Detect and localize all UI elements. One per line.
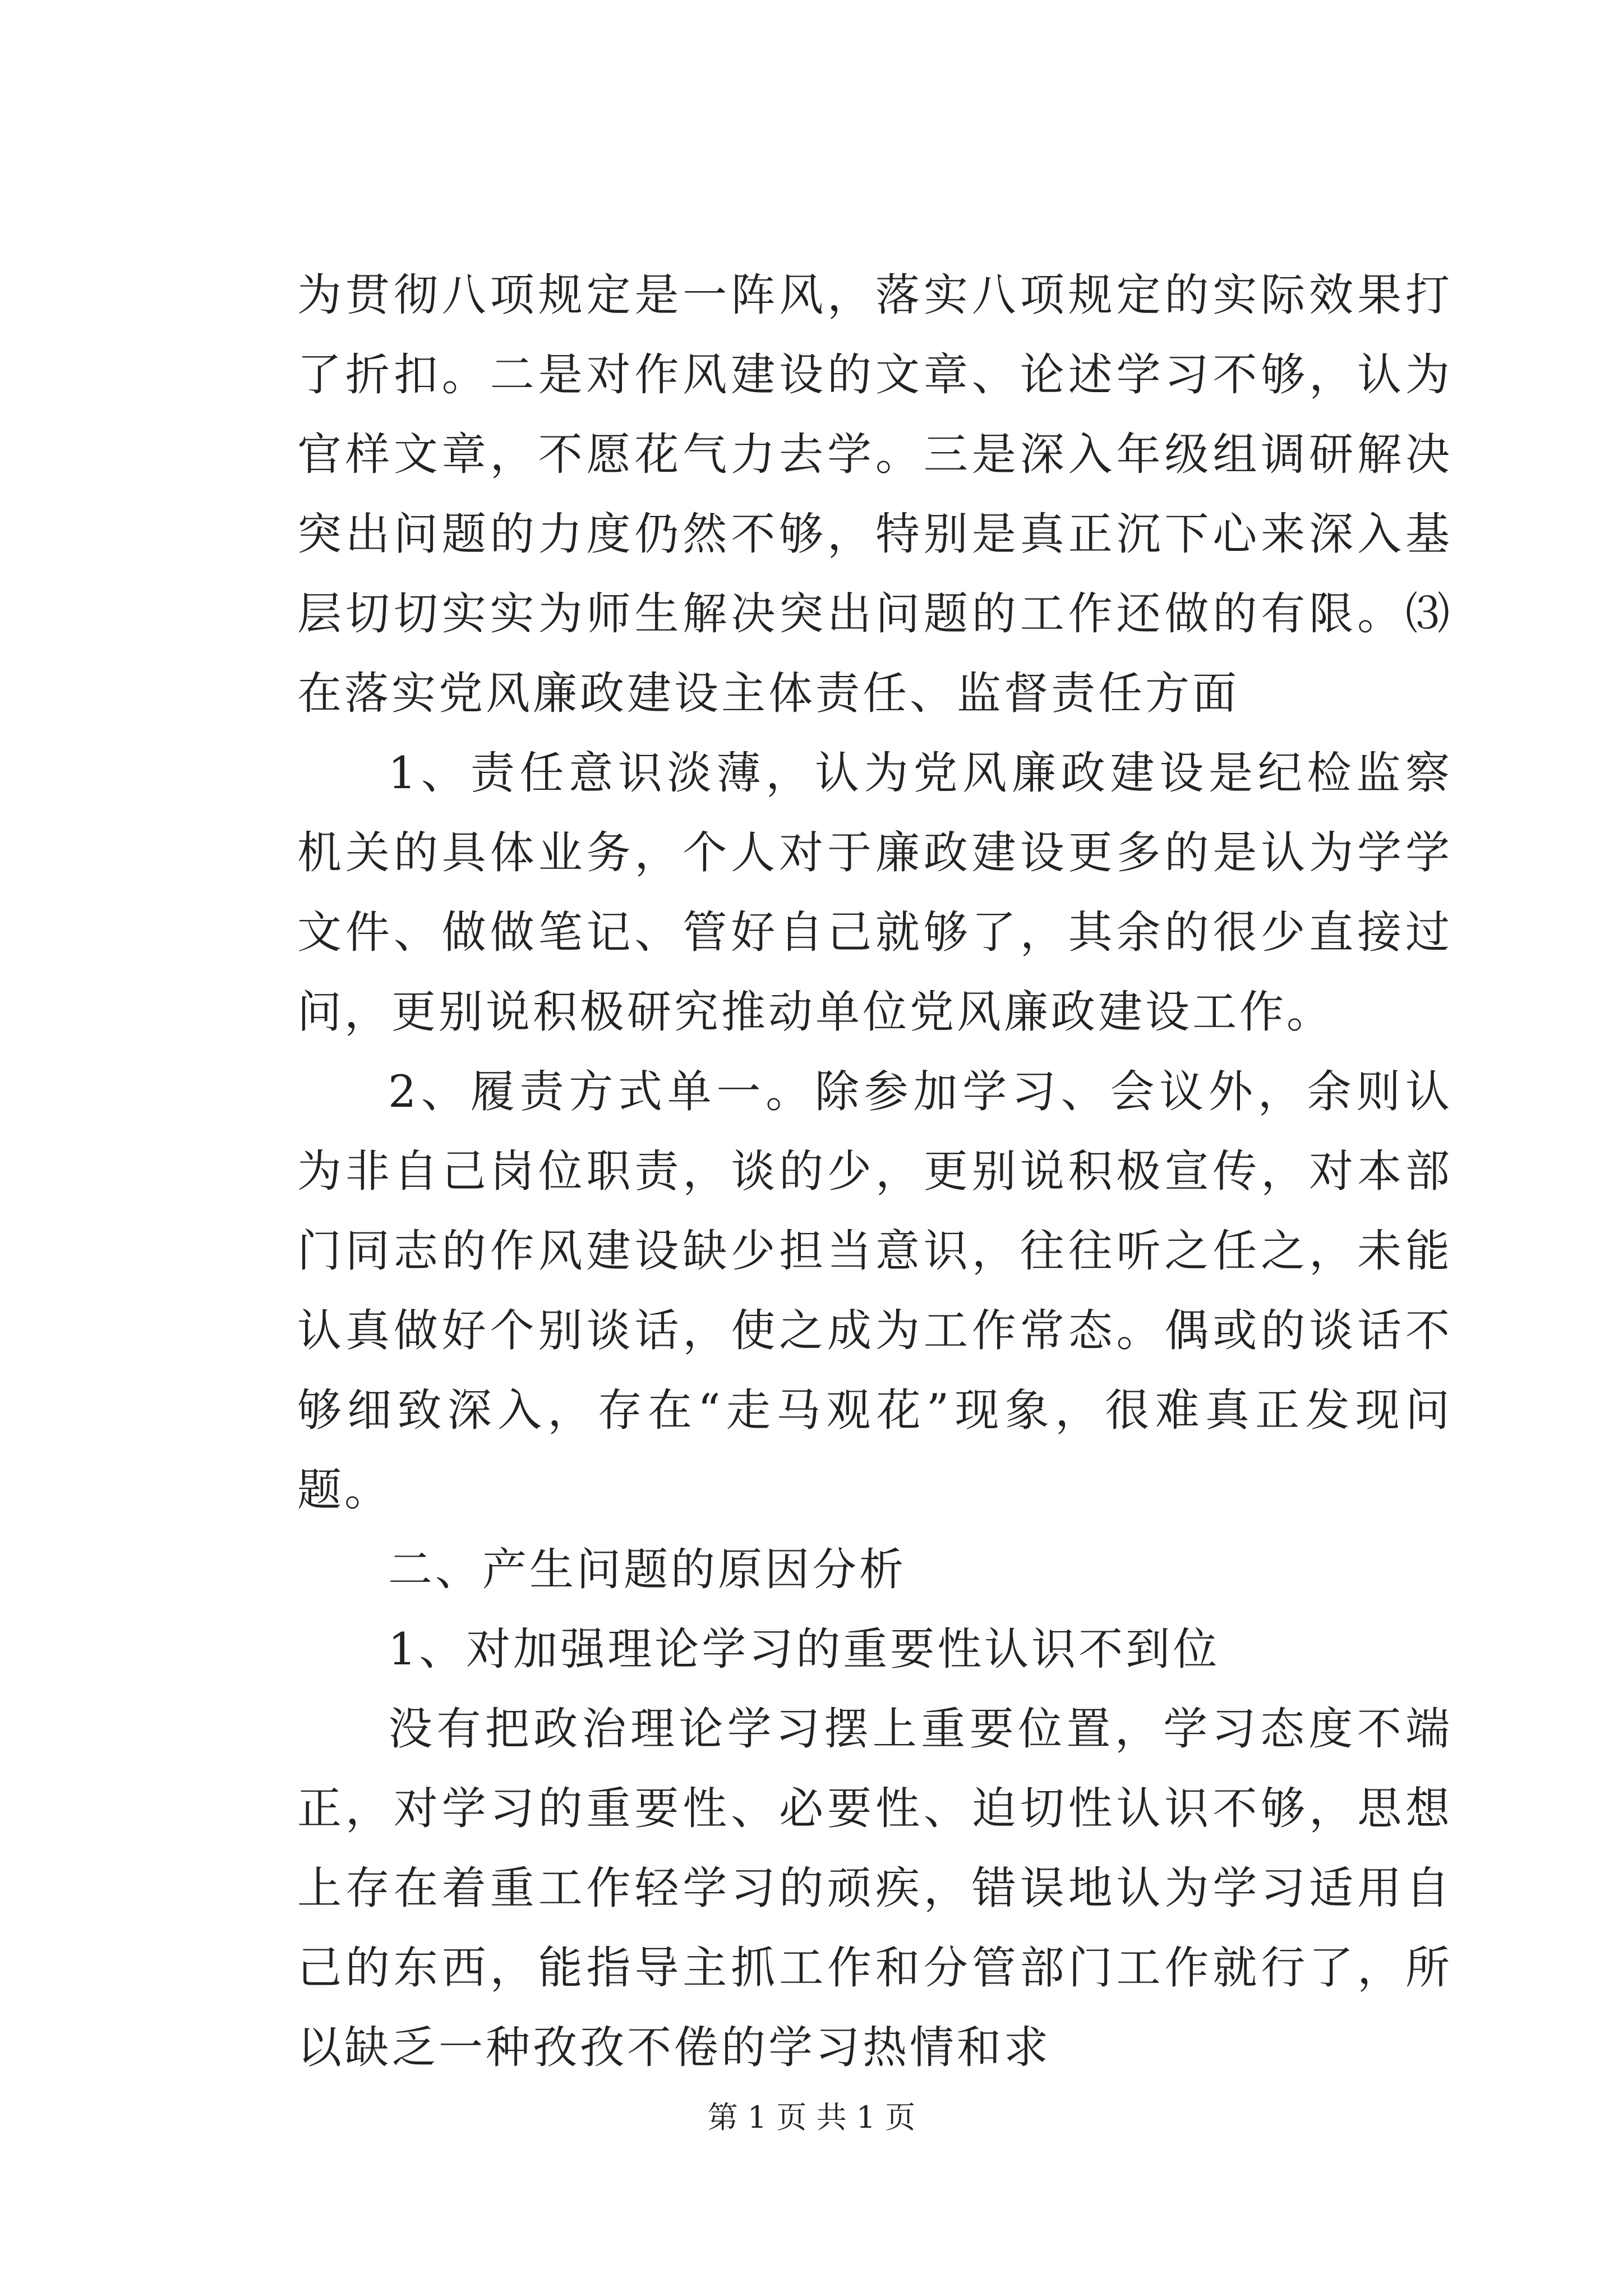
paragraph-6: 没有把政治理论学习摆上重要位置，学习态度不端正，对学习的重要性、必要性、迫切性认识不够，思想上存在着重工作轻学习的顽疾，错误地认为学习适用自己的东西，能指导主抓工作和分管部门工作就行了，所以缺乏一种孜孜不倦的学习热情和求 bbox=[297, 1703, 1453, 2073]
document-body bbox=[297, 255, 1453, 2087]
subsection-heading: 1、对加强理论学习的重要性认识不到位 bbox=[388, 1623, 1220, 1675]
page-footer: 第 1 页 共 1 页 bbox=[707, 2100, 916, 2135]
paragraph-2: 1、责任意识淡薄，认为党风廉政建设是纪检监察机关的具体业务，个人对于廉政建设更多的是认为学学文件、做做笔记、管好自己就够了，其余的很少直接过问，更别说积极研究推动单位党风廉政建设工作。 bbox=[297, 747, 1453, 1038]
paragraph-1: 为贯彻八项规定是一阵风，落实八项规定的实际效果打了折扣。二是对作风建设的文章、论述学习不够，认为官样文章，不愿花气力去学。三是深入年级组调研解决突出问题的力度仍然不够，特别是真正沉下心来深入基层切切实实为师生解决突出问题的工作还做的有限。⑶在落实党风廉政建设主体责任、监督责任方面 bbox=[297, 269, 1453, 719]
section-heading: 二、产生问题的原因分析 bbox=[388, 1544, 906, 1595]
paragraph-3: 2、履责方式单一。除参加学习、会议外，余则认为非自己岗位职责，谈的少，更别说积极宣传，对本部门同志的作风建设缺少担当意识，往往听之任之，未能认真做好个别谈话，使之成为工作常态。偶或的谈话不够细致深入，存在“走马观花”现象，很难真正发现问题。 bbox=[297, 1066, 1453, 1516]
